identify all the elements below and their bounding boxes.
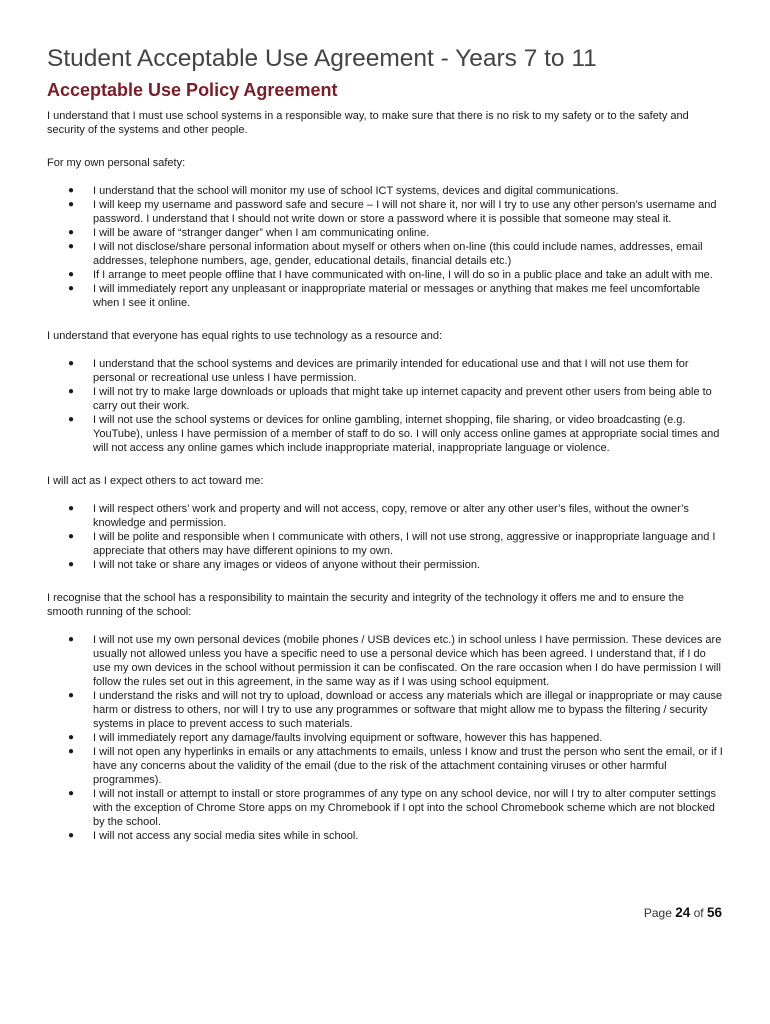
list-item [47,184,723,198]
bullet-icon: ● [68,788,75,799]
bullet-icon: ● [68,241,75,252]
bullet-icon: ● [68,358,75,369]
document-content [47,44,723,843]
section-lead: For my own personal safety: [47,157,186,169]
list-item-text: I will immediately report any damage/faults involving equipment or software, however this has happened. [93,732,603,744]
bullet-list [47,184,723,310]
list-item [47,198,723,226]
list-item-text: I will not use my own personal devices (mobile phones / USB devices etc.) in school unless I have permission. These devices are usually not allowed unless you have a specific need to use a personal device which has been agreed. I understand that, if I do use my own devices in the school without permission it can be confiscated. On the rare occasion when I do have permission I will follow the rules set out in this agreement, in the same way as if I was using school equipment. [93,634,722,688]
bullet-icon: ● [68,746,75,757]
bullet-list [47,502,723,572]
bullet-icon: ● [68,227,75,238]
list-item [47,282,723,310]
list-item-text: I understand that the school will monitor my use of school ICT systems, devices and digital communications. [93,185,619,197]
bullet-icon: ● [68,185,75,196]
bullet-list [47,357,723,455]
document-title: Student Acceptable Use Agreement - Years 7 to 11 [47,45,597,72]
list-item [47,530,723,558]
list-item [47,829,723,843]
list-item [47,558,723,572]
bullet-icon: ● [68,386,75,397]
page-label: Page [643,906,672,920]
bullet-icon: ● [68,531,75,542]
bullet-icon: ● [68,559,75,570]
bullet-list [47,633,723,843]
section-lead: I will act as I expect others to act toward me: [47,475,264,487]
list-item [47,689,723,731]
bullet-icon: ● [68,690,75,701]
bullet-icon: ● [68,732,75,743]
list-item-text: I will immediately report any unpleasant or inappropriate material or messages or anything that makes me feel uncomfortable when I see it online. [93,283,701,309]
list-item-text: I understand the risks and will not try to upload, download or access any materials which are illegal or inappropriate or may cause harm or distress to others, nor will I try to use any programmes or software that might allow me to bypass the filtering / security systems in place to prevent access to such materials. [93,690,723,730]
list-item [47,745,723,787]
bullet-icon: ● [68,830,75,841]
bullet-icon: ● [68,283,75,294]
list-item-text: I understand that the school systems and devices are primarily intended for educational use and that I will not use them for personal or recreational use unless I have permission. [93,358,689,384]
list-item [47,268,723,282]
page-number [644,905,722,920]
list-item-text: I will be aware of “stranger danger” when I am communicating online. [93,227,430,239]
list-item-text: I will not take or share any images or videos of anyone without their permission. [93,559,481,571]
policy-heading: Acceptable Use Policy Agreement [47,80,338,100]
list-item [47,385,723,413]
list-item [47,502,723,530]
list-item-text: I will not access any social media sites while in school. [93,830,359,842]
list-item [47,787,723,829]
list-item [47,240,723,268]
bullet-icon: ● [68,503,75,514]
list-item [47,731,723,745]
bullet-icon: ● [68,199,75,210]
list-item-text: I will keep my username and password safe and secure – I will not share it, nor will I try to use any other person’s username and password. I understand that I should not write down or store a password where it is possible that someone may steal it. [93,199,717,225]
list-item-text: I will not try to make large downloads or uploads that might take up internet capacity and prevent other users from being able to carry out their work. [93,386,712,412]
list-item-text: I will not open any hyperlinks in emails or any attachments to emails, unless I know and trust the person who sent the email, or if I have any concerns about the validity of the email (due to the risk of the attachment containing viruses or other harmful programmes). [93,746,723,786]
list-item [47,357,723,385]
bullet-icon: ● [68,414,75,425]
intro-paragraph: I understand that I must use school systems in a responsible way, to make sure that there is no risk to my safety or to the safety and security of the systems and other people. [47,110,689,136]
of-label: of [693,906,704,920]
current-page: 24 [675,905,691,920]
list-item [47,633,723,689]
bullet-icon: ● [68,269,75,280]
list-item-text: I will not use the school systems or devices for online gambling, internet shopping, file sharing, or video broadcasting (e.g. YouTube), unless I have permission of a member of staff to do so. I will only access online games at appropriate social times and will not access any online games which include inappropriate material, inappropriate language or violence. [93,414,720,454]
list-item-text: If I arrange to meet people offline that I have communicated with on-line, I will do so in a public place and take an adult with me. [93,269,713,281]
bullet-icon: ● [68,634,75,645]
section-lead: I understand that everyone has equal rights to use technology as a resource and: [47,330,443,342]
list-item-text: I will be polite and responsible when I communicate with others, I will not use strong, aggressive or inappropriate language and I appreciate that others may have different opinions to my own. [93,531,716,557]
total-pages: 56 [706,905,722,920]
list-item-text: I will not install or attempt to install or store programmes of any type on any school device, nor will I try to alter computer settings with the exception of Chrome Store apps on my Chromebook if I opt into the school Chromebook scheme which are not blocked by the school. [93,788,716,828]
list-item-text: I will not disclose/share personal information about myself or others when on-line (this could include names, addresses, email addresses, telephone numbers, age, gender, educational details, financial details etc.) [93,241,703,267]
list-item [47,413,723,455]
section-lead: I recognise that the school has a responsibility to maintain the security and integrity of the technology it offers me and to ensure the smooth running of the school: [47,592,684,618]
list-item [47,226,723,240]
list-item-text: I will respect others’ work and property and will not access, copy, remove or alter any other user’s files, without the owner’s knowledge and permission. [93,503,689,529]
